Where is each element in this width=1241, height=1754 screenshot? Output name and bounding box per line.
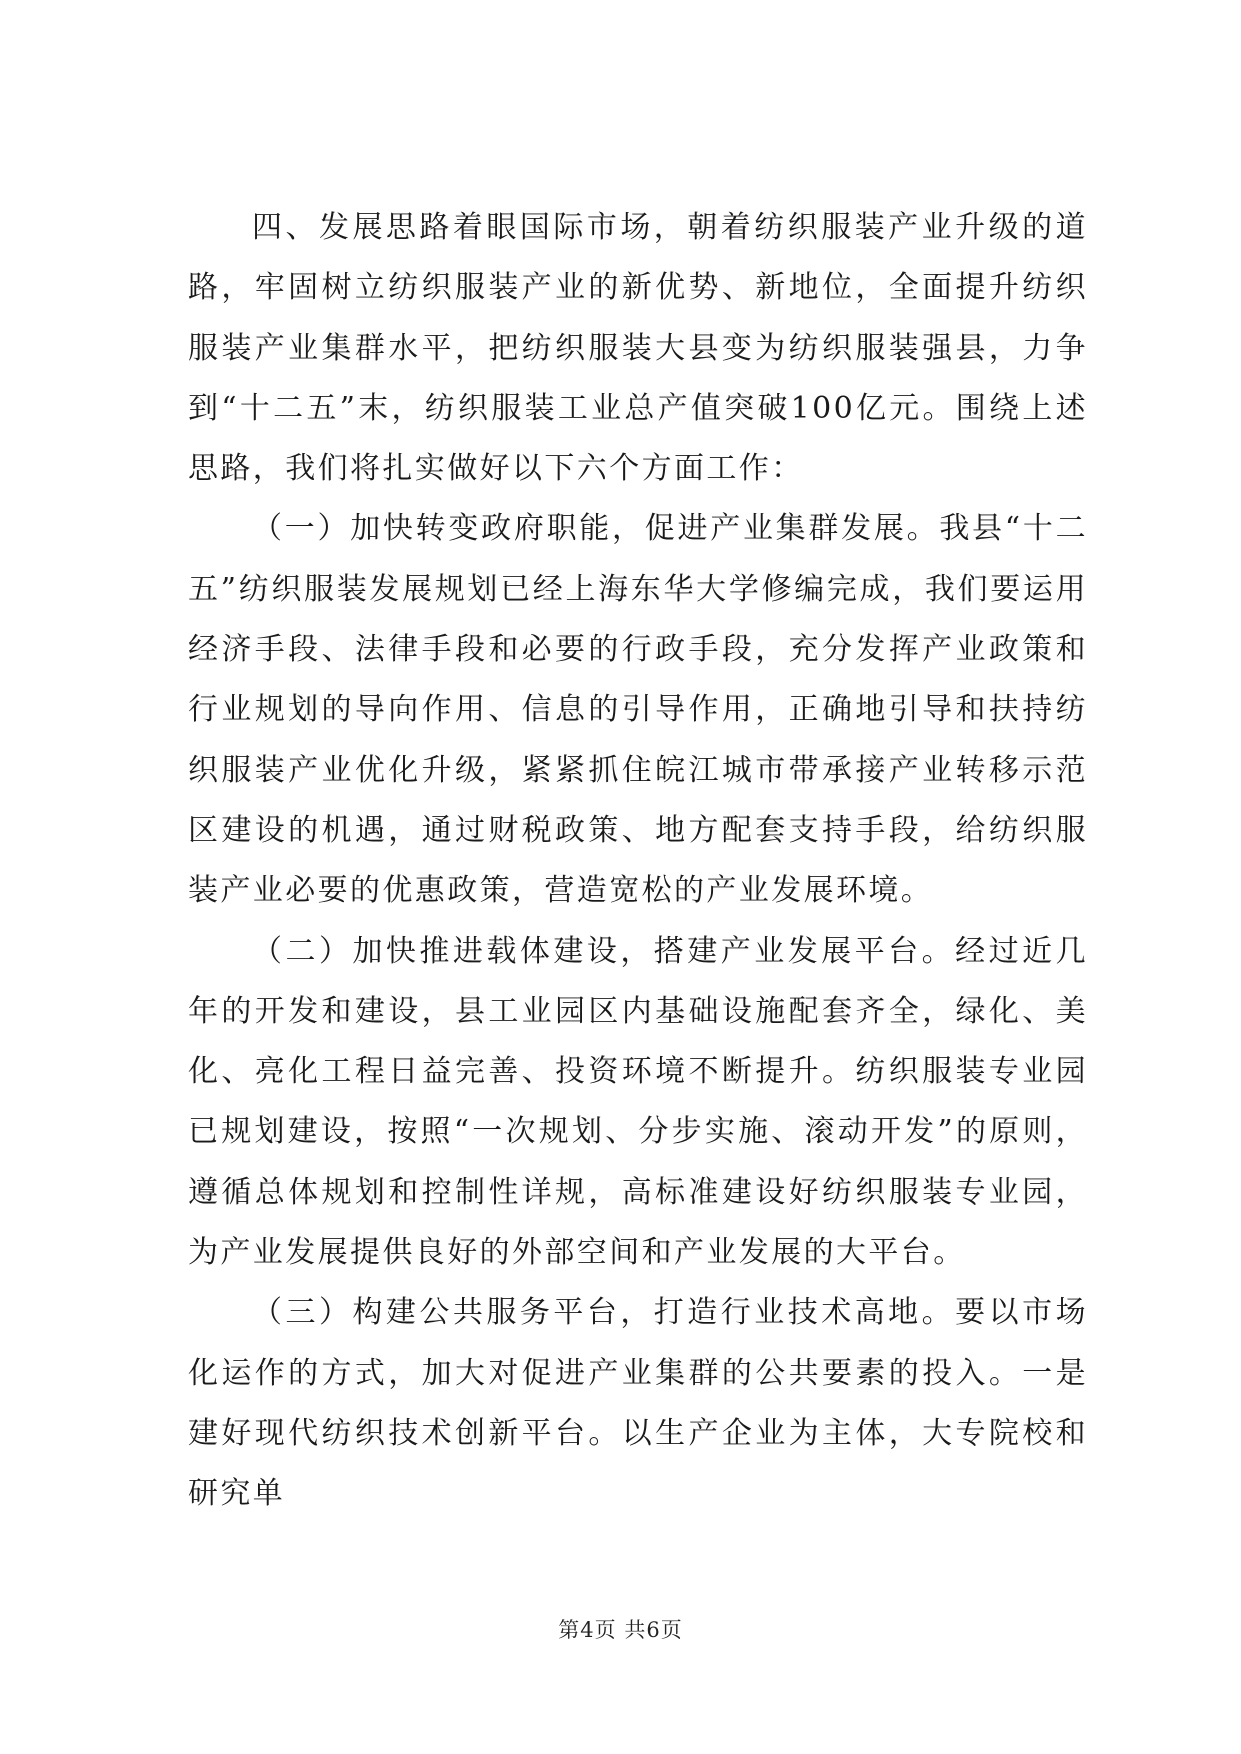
document-body (188, 198, 1088, 1525)
page-number-footer: 第4页 共6页 (558, 1618, 683, 1642)
paragraph-government-functions: （一）加快转变政府职能，促进产业集群发展。我县“十二五”纺织服装发展规划已经上海东华大学修编完成，我们要运用经济手段、法律手段和必要的行政手段，充分发挥产业政策和行业规划的导向作用、信息的引导作用，正确地引导和扶持纺织服装产业优化升级，紧紧抓住皖江城市带承接产业转移示范区建设的机遇，通过财税政策、地方配套支持手段，给纺织服装产业必要的优惠政策，营造宽松的产业发展环境。 (188, 511, 1088, 909)
paragraph-public-service-platform: （三）构建公共服务平台，打造行业技术高地。要以市场化运作的方式，加大对促进产业集群的公共要素的投入。一是建好现代纺织技术创新平台。以生产企业为主体，大专院校和研究单 (188, 1295, 1088, 1512)
paragraph-carrier-construction: （二）加快推进载体建设，搭建产业发展平台。经过近几年的开发和建设，县工业园区内基础设施配套齐全，绿化、美化、亮化工程日益完善、投资环境不断提升。纺织服装专业园已规划建设，按照“一次规划、分步实施、滚动开发”的原则，遵循总体规划和控制性详规，高标准建设好纺织服装专业园，为产业发展提供良好的外部空间和产业发展的大平台。 (188, 933, 1088, 1271)
paragraph-development-ideas: 四、发展思路着眼国际市场，朝着纺织服装产业升级的道路，牢固树立纺织服装产业的新优势、新地位，全面提升纺织服装产业集群水平，把纺织服装大县变为纺织服装强县，力争到“十二五”末，纺织服装工业总产值突破100亿元。围绕上述思路，我们将扎实做好以下六个方面工作： (188, 210, 1088, 487)
